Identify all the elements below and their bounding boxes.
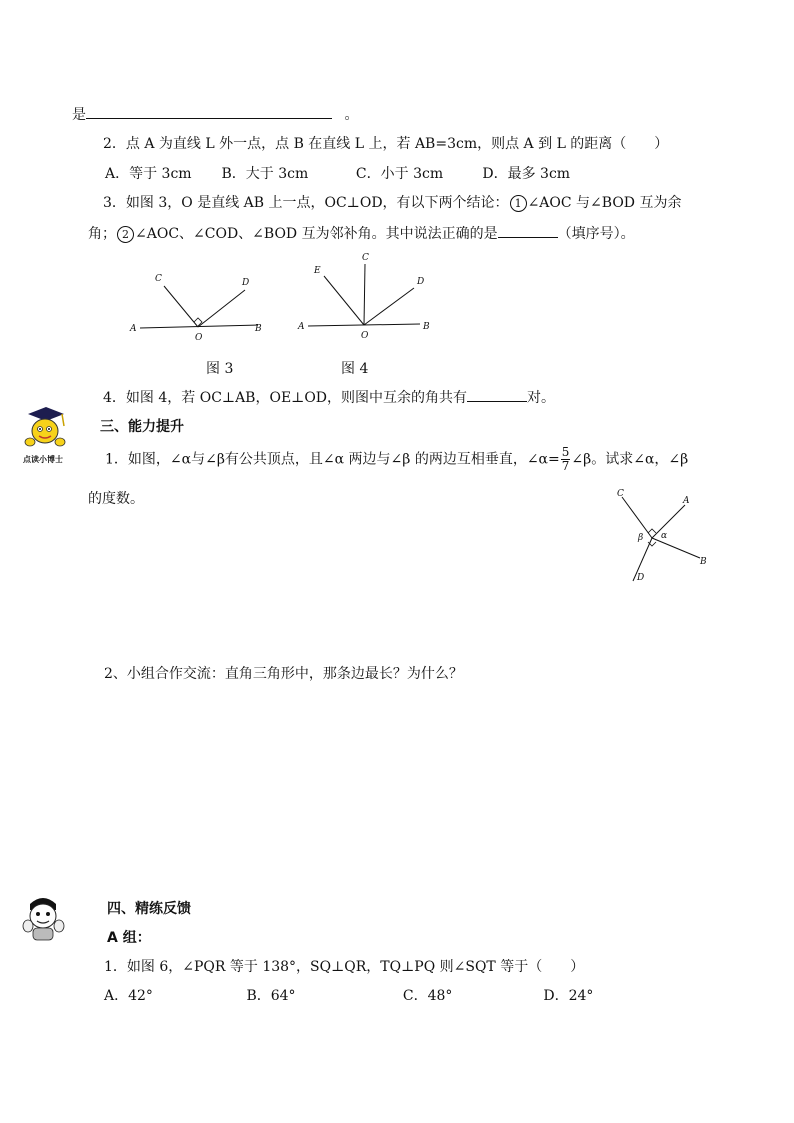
problem1-line2: 的度数。 [88,491,144,507]
s4-option-c: C．48° [402,988,453,1004]
q3-answer-blank [498,223,558,238]
figure-3-diagram [120,262,270,344]
fig4-label-b: B [423,322,430,332]
q4-text: 4．如图 4，若 OC⊥AB，OE⊥OD，则图中互余的角共有 [103,390,468,406]
question-2: 2．点 A 为直线 L 外一点，点 B 在直线 L 上，若 AB=3cm，则点 A 到 L 的距离（ ） [103,136,669,152]
q2-option-a: A．等于 3cm [105,166,192,182]
mascot-thumbs-up-icon [20,892,66,944]
question-3-line2 [88,223,635,244]
fig4-label-o: O [361,331,369,341]
section3-problem-1 [105,446,688,473]
mascot-figure [18,402,68,452]
q1-answer-blank [86,104,332,119]
fig-ab-label-alpha: α [661,531,668,541]
problem1-text-a: 1．如图，∠α与∠β有公共顶点，且∠α 两边与∠β 的两边互相垂直，∠α= [105,451,560,468]
s4-option-d: D．24° [543,988,594,1004]
mascot-doctor-icon [18,402,68,464]
fig3-ray-oc [164,286,198,327]
q4-answer-blank [467,387,527,402]
fig-ab-label-b: B [700,557,707,567]
q3-text-2b: ∠AOC、∠COD、∠BOD 互为邻补角。其中说法正确的是 [135,226,498,242]
circled-one-mark: 1 [510,195,527,212]
section3-problem-2: 2、小组合作交流：直角三角形中，那条边最长？为什么？ [104,666,463,682]
q3-text-2a: 角； [88,226,116,242]
section4-question-1: 1．如图 6，∠PQR 等于 138°，SQ⊥QR，TQ⊥PQ 则∠SQT 等于（ ） [104,959,585,975]
section-4-heading: 四、精练反馈 [107,901,191,917]
q3-text-2c: （填序号）。 [557,226,635,242]
group-a-label: A 组： [107,930,151,946]
q2-option-b: B．大于 3cm [221,166,309,182]
fig-ab-label-a: A [683,496,690,506]
question-3-line1 [103,193,681,213]
fig-ab-label-beta: β [638,533,644,543]
fig3-label-o: O [195,333,203,343]
circled-two-mark: 2 [117,226,134,243]
question-4 [103,387,555,408]
q1-tail [72,104,358,125]
fig3-caption: 图 3 [206,361,234,377]
mascot-label: 点读小博士 [23,455,63,464]
figure-4-diagram [292,250,442,344]
q4-suffix: 对。 [527,390,556,406]
fig-ab-label-c: C [617,489,624,499]
fraction-denominator: 7 [561,459,570,473]
fig4-label-a: A [298,322,305,332]
fig3-label-b: B [255,324,262,334]
fig-ab-ray-a [652,505,685,538]
q3-text-1a: 3．如图 3，O 是直线 AB 上一点，OC⊥OD，有以下两个结论： [103,195,509,211]
fig3-ray-od [198,290,245,327]
q1-prefix: 是 [72,107,86,123]
q2-option-d: D．最多 3cm [482,166,571,182]
fig4-caption: 图 4 [341,361,369,377]
s4-option-b: B．64° [246,988,296,1004]
fig-ab-right-angle-mark-1 [648,529,656,533]
fig3-label-d: D [242,278,250,288]
q2-options [105,164,570,184]
fraction-5-7 [561,446,571,473]
fig3-label-c: C [155,274,162,284]
fig4-ray-oc [364,264,365,325]
fig3-label-a: A [130,324,137,334]
section-3-heading: 三、能力提升 [100,419,184,435]
fig-ab-ray-c [622,497,652,538]
s4-option-a: A．42° [104,988,153,1004]
fig4-label-c: C [362,253,369,263]
q1-suffix: 。 [344,107,359,123]
section4-q1-options [104,986,593,1006]
fig4-ray-oe [324,276,364,325]
figure-alpha-beta-diagram [605,485,715,585]
problem1-text-b: ∠β。试求∠α，∠β [571,451,689,468]
q2-option-c: C．小于 3cm [355,166,444,182]
fig4-ray-od [364,288,414,325]
fig-ab-label-d: D [637,573,645,583]
q3-text-1b: ∠AOC 与∠BOD 互为余 [527,195,682,211]
fig4-label-d: D [417,277,425,287]
fig4-label-e: E [314,266,321,276]
fraction-numerator: 5 [561,445,570,459]
fig-ab-ray-b [652,538,700,558]
